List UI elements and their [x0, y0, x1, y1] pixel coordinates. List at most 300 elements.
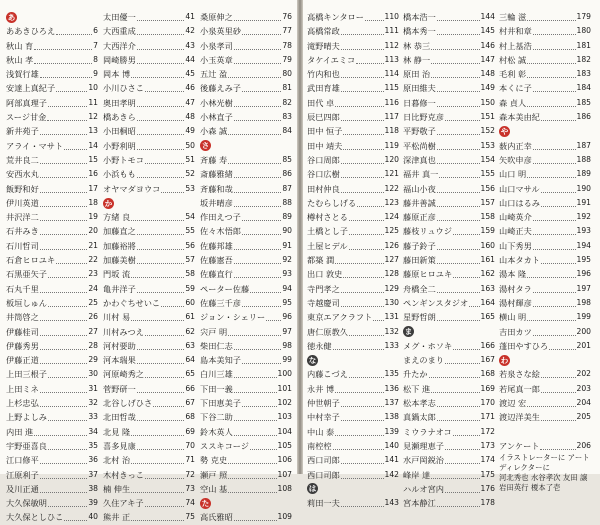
- leader-dots: [437, 156, 480, 164]
- index-entry: [200, 439, 292, 453]
- index-entry: [103, 124, 195, 138]
- page-number: 21: [88, 240, 98, 250]
- index-entry: [6, 96, 98, 110]
- leader-dots: [356, 56, 383, 64]
- page-number: 114: [384, 69, 399, 79]
- index-entry: [403, 10, 495, 24]
- index-entry: [403, 353, 495, 367]
- leader-dots: [137, 385, 185, 393]
- index-entry: [200, 410, 292, 424]
- index-entry: [499, 24, 591, 38]
- leader-dots: [445, 456, 480, 464]
- section-badge: ま: [404, 327, 413, 337]
- index-entry: [200, 167, 292, 181]
- index-entry: [403, 453, 495, 467]
- index-entry: [6, 253, 98, 267]
- artist-name: 大久保としひこ: [6, 512, 64, 523]
- page-number: 39: [88, 498, 98, 508]
- page-number: 80: [282, 69, 292, 79]
- index-entry: [403, 267, 495, 281]
- leader-dots: [234, 113, 282, 121]
- page-number: 105: [277, 440, 292, 450]
- artist-name: 竹内和也: [307, 69, 340, 80]
- page-number: 113: [384, 54, 399, 64]
- leader-dots: [431, 70, 479, 78]
- leader-dots: [234, 170, 282, 178]
- page-number: 101: [277, 383, 292, 393]
- page-number: 137: [384, 398, 399, 408]
- artist-name: 田中 靖夫: [307, 140, 343, 151]
- index-entry: [200, 396, 292, 410]
- page-number: 116: [384, 97, 399, 107]
- section-header: [307, 353, 399, 367]
- artist-name: 宇野亜喜良: [6, 440, 47, 451]
- page-number: 18: [88, 197, 98, 207]
- artist-name: かわぐちせいこ: [103, 297, 161, 308]
- index-entry: [200, 310, 292, 324]
- artist-name: 佐藤邦雄: [200, 240, 233, 251]
- page-number: 17: [88, 183, 98, 193]
- artist-name: 島本美知子: [200, 355, 241, 366]
- leader-dots: [341, 456, 384, 464]
- index-entry: [200, 153, 292, 167]
- index-entry: [103, 396, 195, 410]
- artist-name: 藤田新策: [403, 255, 436, 266]
- artist-name: まえのまり: [403, 355, 444, 366]
- page-number: 173: [480, 440, 495, 450]
- page-number: 58: [185, 269, 195, 279]
- artist-name: 石丸千里: [6, 283, 39, 294]
- artist-name: 林 恭三: [403, 40, 431, 51]
- page-number: 108: [277, 483, 292, 493]
- leader-dots: [234, 342, 282, 350]
- index-entry: [403, 396, 495, 410]
- leader-dots: [527, 99, 575, 107]
- artist-name: オヤマダヨウコ: [103, 183, 161, 194]
- leader-dots: [64, 513, 87, 521]
- page-number: 74: [185, 498, 195, 508]
- artist-name: ジョン・シェリー: [200, 312, 266, 323]
- leader-dots: [437, 242, 480, 250]
- leader-dots: [56, 27, 92, 35]
- page-number: 159: [480, 226, 495, 236]
- page-number: 43: [185, 40, 195, 50]
- leader-dots: [527, 13, 575, 21]
- artist-name: 山本タカト: [499, 255, 540, 266]
- leader-dots: [541, 199, 576, 207]
- artist-name: 村松 誠: [499, 54, 527, 65]
- index-entry: [307, 39, 399, 53]
- page-number: 203: [576, 383, 591, 393]
- artist-name: 新井苑子: [6, 126, 39, 137]
- page-number: 115: [384, 83, 399, 93]
- index-entry: [307, 153, 399, 167]
- page-number: 57: [185, 255, 195, 265]
- index-entry: [499, 310, 591, 324]
- index-entry: [307, 453, 399, 467]
- page-number: 196: [576, 269, 591, 279]
- index-entry: [6, 510, 98, 524]
- artist-name: 山崎英介: [499, 212, 532, 223]
- index-entry: [403, 196, 495, 210]
- leader-dots: [40, 385, 88, 393]
- artist-name: 田中 恒子: [307, 126, 343, 137]
- note-text: 河北秀也 水谷孝次 友田 譲 岩田英行 榎本了壱: [499, 473, 588, 493]
- index-entry: [200, 468, 292, 482]
- artist-name: 本くに子: [499, 83, 532, 94]
- page-number: 47: [185, 97, 195, 107]
- page-number: 155: [480, 169, 495, 179]
- page-number: 122: [384, 183, 399, 193]
- page-number: 170: [480, 398, 495, 408]
- index-entry: [103, 410, 195, 424]
- leader-dots: [40, 485, 88, 493]
- artist-name: 佐々木悟郎: [200, 226, 241, 237]
- artist-name: 中村幸子: [307, 412, 340, 423]
- leader-dots: [437, 84, 480, 92]
- page-number: 83: [282, 112, 292, 122]
- leader-dots: [40, 399, 88, 407]
- index-entry: [403, 253, 495, 267]
- leader-dots: [234, 385, 277, 393]
- leader-dots: [40, 70, 92, 78]
- right-columns: [303, 10, 600, 509]
- artist-name: 藤原正彦: [403, 212, 436, 223]
- artist-name: 渡辺 宏: [499, 398, 527, 409]
- leader-dots: [56, 256, 87, 264]
- page-number: 138: [384, 412, 399, 422]
- leader-dots: [137, 227, 185, 235]
- artist-name: 小田桐昭: [103, 126, 136, 137]
- leader-dots: [161, 185, 184, 193]
- leader-dots: [234, 513, 277, 521]
- artist-name: 田代 卓: [307, 97, 335, 108]
- artist-name: 日比野克彦: [403, 112, 444, 123]
- index-entry: [6, 267, 98, 281]
- leader-dots: [250, 442, 277, 450]
- artist-name: たむらしげる: [307, 197, 357, 208]
- index-entry: [6, 67, 98, 81]
- index-entry: [499, 196, 591, 210]
- artist-name: 亀井洋子: [103, 283, 136, 294]
- page-number: 153: [480, 140, 495, 150]
- page-number: 28: [88, 340, 98, 350]
- page-number: 97: [282, 326, 292, 336]
- artist-name: 湯村タラ: [499, 283, 532, 294]
- artist-name: 藤井善誠: [403, 197, 436, 208]
- index-entry: [499, 239, 591, 253]
- index-entry: [103, 39, 195, 53]
- leader-dots: [40, 227, 88, 235]
- artist-name: 日暮修一: [403, 97, 436, 108]
- section-header: [6, 10, 98, 24]
- index-entry: [6, 468, 98, 482]
- leader-dots: [234, 13, 282, 21]
- page-number: 184: [576, 83, 591, 93]
- leader-dots: [137, 285, 185, 293]
- index-entry: [6, 167, 98, 181]
- page-number: 188: [576, 154, 591, 164]
- leader-dots: [335, 256, 383, 264]
- page-number: 139: [384, 426, 399, 436]
- page-number: 176: [480, 483, 495, 493]
- leader-dots: [341, 185, 384, 193]
- artist-name: 湯村輝彦: [499, 297, 532, 308]
- index-entry: [499, 182, 591, 196]
- artist-name: 川村 易: [103, 312, 131, 323]
- leader-dots: [234, 185, 282, 193]
- note-text: イラストレーターに アートディレクターに: [499, 453, 590, 473]
- leader-dots: [549, 342, 575, 350]
- leader-dots: [541, 185, 576, 193]
- leader-dots: [349, 328, 384, 336]
- artist-name: 平松尚樹: [403, 140, 436, 151]
- artist-name: 小林光樹: [200, 97, 233, 108]
- index-entry: [103, 267, 195, 281]
- index-entry: [499, 367, 591, 381]
- page-number: 85: [282, 154, 292, 164]
- index-entry: [200, 367, 292, 381]
- page-number: 187: [576, 140, 591, 150]
- page-number: 35: [88, 440, 98, 450]
- artist-name: 喜多見康: [103, 440, 136, 451]
- page-number: 127: [384, 255, 399, 265]
- index-entry: [200, 296, 292, 310]
- section-badge: は: [308, 484, 317, 494]
- index-entry: [6, 439, 98, 453]
- index-entry: [200, 382, 292, 396]
- leader-dots: [131, 313, 184, 321]
- artist-name: 唐仁原教久: [307, 326, 348, 337]
- page-number: 91: [282, 240, 292, 250]
- artist-name: 上杉忠弘: [6, 398, 39, 409]
- artist-name: 高橋常政: [307, 26, 340, 37]
- leader-dots: [131, 513, 184, 521]
- leader-dots: [40, 313, 88, 321]
- page-number: 89: [282, 212, 292, 222]
- leader-dots: [47, 113, 87, 121]
- artist-name: 山崎正夫: [499, 226, 532, 237]
- artist-name: 徳永健: [307, 340, 332, 351]
- leader-dots: [137, 27, 185, 35]
- page-number: 140: [384, 440, 399, 450]
- page-number: 34: [88, 426, 98, 436]
- page-number: 125: [384, 226, 399, 236]
- index-entry: [6, 367, 98, 381]
- page-number: 95: [282, 297, 292, 307]
- artist-name: 小玉英章: [200, 54, 233, 65]
- index-entry: [6, 453, 98, 467]
- artist-name: 鈴木英人: [200, 426, 233, 437]
- index-entry: [103, 353, 195, 367]
- page-number: 168: [480, 369, 495, 379]
- index-entry: [403, 482, 495, 496]
- index-entry: [6, 124, 98, 138]
- artist-name: 伊藤正道: [6, 355, 39, 366]
- artist-name: 岡崎勝男: [103, 54, 136, 65]
- page-number: 206: [576, 440, 591, 450]
- page-number: 150: [480, 97, 495, 107]
- page-number: 79: [282, 54, 292, 64]
- artist-name: 板垣しゅん: [6, 297, 47, 308]
- index-entry: [6, 325, 98, 339]
- artist-name: 荒井良二: [6, 154, 39, 165]
- artist-name: 宍戸 明: [200, 326, 228, 337]
- artist-name: 奥田孝明: [103, 97, 136, 108]
- page-number: 73: [185, 483, 195, 493]
- leader-dots: [533, 227, 576, 235]
- page-number: 198: [576, 297, 591, 307]
- artist-name: 秋山 育: [6, 40, 34, 51]
- artist-name: 林 静一: [403, 54, 431, 65]
- leader-dots: [437, 413, 480, 421]
- leader-dots: [161, 299, 184, 307]
- artist-name: 東京エアクラフト: [307, 312, 373, 323]
- page-number: 106: [277, 455, 292, 465]
- page-number: 102: [277, 398, 292, 408]
- page-number: 181: [576, 40, 591, 50]
- index-entry: [6, 425, 98, 439]
- leader-dots: [234, 199, 282, 207]
- leader-dots: [541, 370, 576, 378]
- artist-name: 秋山 孝: [6, 54, 34, 65]
- page-number: 126: [384, 240, 399, 250]
- index-entry: [6, 410, 98, 424]
- artist-name: 森 貞人: [499, 97, 527, 108]
- page-number: 194: [576, 240, 591, 250]
- artist-name: 西口司郎: [307, 469, 340, 480]
- spacer: [499, 425, 591, 439]
- leader-dots: [40, 213, 88, 221]
- page-number: 48: [185, 112, 195, 122]
- artist-name: 斉藤 寿: [200, 154, 228, 165]
- leader-dots: [335, 385, 383, 393]
- index-entry: [103, 296, 195, 310]
- index-entry: [6, 239, 98, 253]
- artist-name: 大西洋介: [103, 40, 136, 51]
- leader-dots: [373, 313, 383, 321]
- index-entry: [103, 453, 195, 467]
- page-number: 24: [88, 283, 98, 293]
- index-entry: [307, 282, 399, 296]
- index-entry: [307, 239, 399, 253]
- leader-dots: [533, 156, 576, 164]
- page-number: 182: [576, 54, 591, 64]
- leader-dots: [341, 471, 384, 479]
- index-entry: [499, 67, 591, 81]
- leader-dots: [242, 227, 281, 235]
- index-entry: [103, 224, 195, 238]
- page-number: 70: [185, 440, 195, 450]
- index-entry: [307, 410, 399, 424]
- index-entry: [499, 81, 591, 95]
- index-entry: [6, 110, 98, 124]
- artist-name: 上野よしみ: [6, 412, 47, 423]
- index-entry: [307, 224, 399, 238]
- index-entry: [103, 96, 195, 110]
- index-entry: [200, 124, 292, 138]
- page-number: 163: [480, 283, 495, 293]
- leader-dots: [137, 356, 185, 364]
- artist-name: 下田恵美子: [200, 398, 241, 409]
- page-number: 82: [282, 97, 292, 107]
- leader-dots: [34, 56, 92, 64]
- artist-name: 及川正通: [6, 483, 39, 494]
- page-number: 25: [88, 297, 98, 307]
- artist-name: 松本孝志: [403, 398, 436, 409]
- section-badge: あ: [7, 12, 16, 22]
- index-entry: [103, 24, 195, 38]
- artist-name: 江原利子: [6, 469, 39, 480]
- section-badge: わ: [500, 355, 509, 365]
- leader-dots: [533, 27, 576, 35]
- artist-name: 横山 明: [499, 312, 527, 323]
- page-number: 61: [185, 312, 195, 322]
- index-entry: [200, 10, 292, 24]
- page-number: 65: [185, 369, 195, 379]
- index-entry: [499, 396, 591, 410]
- leader-dots: [137, 242, 185, 250]
- index-entry: [200, 24, 292, 38]
- page-number: 87: [282, 183, 292, 193]
- artist-name: 五辻 盈: [200, 69, 228, 80]
- leader-dots: [40, 285, 88, 293]
- index-entry: [6, 353, 98, 367]
- leader-dots: [349, 370, 384, 378]
- leader-dots: [242, 399, 277, 407]
- page-number: 78: [282, 40, 292, 50]
- leader-dots: [437, 313, 480, 321]
- index-entry: [200, 482, 292, 496]
- index-entry: [403, 53, 495, 67]
- artist-name: 薮内正幸: [499, 140, 532, 151]
- index-entry: [6, 310, 98, 324]
- index-entry: [307, 24, 399, 38]
- page-number: 189: [576, 169, 591, 179]
- page-number: 201: [576, 340, 591, 350]
- leader-dots: [437, 499, 480, 507]
- leader-dots: [437, 142, 480, 150]
- index-entry: [499, 167, 591, 181]
- leader-dots: [234, 428, 277, 436]
- page-number: 59: [185, 283, 195, 293]
- leader-dots: [437, 213, 480, 221]
- leader-dots: [541, 113, 576, 121]
- leader-dots: [234, 42, 282, 50]
- page-number: 27: [88, 326, 98, 336]
- leader-dots: [234, 370, 277, 378]
- leader-dots: [349, 242, 384, 250]
- artist-name: 村井和章: [499, 26, 532, 37]
- artist-name: 下田一義: [200, 383, 233, 394]
- page-number: 63: [185, 340, 195, 350]
- artist-name: 見瀬理恵子: [403, 440, 444, 451]
- index-entry: [307, 67, 399, 81]
- page-number: 121: [384, 169, 399, 179]
- index-entry: [103, 325, 195, 339]
- page-number: 11: [88, 97, 98, 107]
- index-entry: [499, 39, 591, 53]
- index-entry: [6, 196, 98, 210]
- artist-name: 西口司郎: [307, 455, 340, 466]
- index-entry: [6, 224, 98, 238]
- artist-name: 都築 潤: [307, 255, 335, 266]
- artist-name: 若尾真一郎: [499, 383, 540, 394]
- leader-dots: [533, 84, 576, 92]
- page-number: 175: [480, 469, 495, 479]
- artist-name: 山口はるみ: [499, 197, 540, 208]
- index-entry: [403, 282, 495, 296]
